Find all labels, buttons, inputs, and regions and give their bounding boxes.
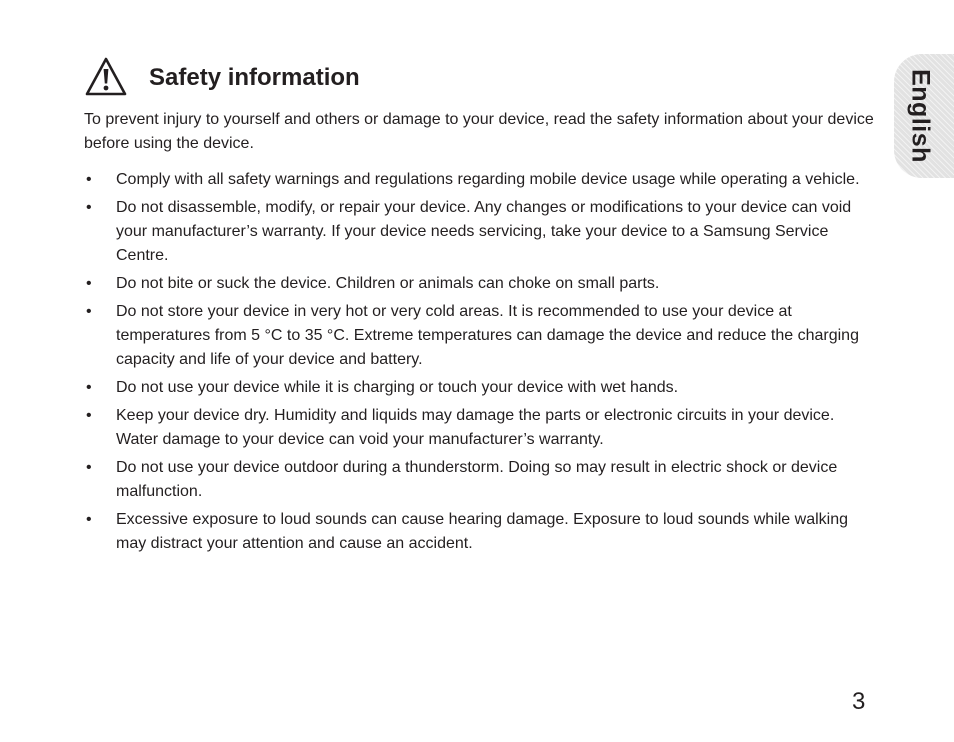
bullet-glyph: • [86, 275, 92, 292]
page-number: 3 [852, 688, 866, 715]
list-item [84, 196, 874, 268]
bullet-text: Do not use your device while it is charging or touch your device with wet hands. [116, 379, 679, 396]
bullet-text: Excessive exposure to loud sounds can cause hearing damage. Exposure to loud sounds while walking may distract your attention and cause an accident. [116, 511, 848, 552]
bullet-glyph: • [86, 171, 92, 188]
bullet-glyph: • [86, 407, 92, 424]
list-item [84, 456, 874, 504]
list-item [84, 376, 874, 400]
list-item [84, 168, 874, 192]
bullet-text: Comply with all safety warnings and regulations regarding mobile device usage while operating a vehicle. [116, 171, 860, 188]
bullet-text: Keep your device dry. Humidity and liquids may damage the parts or electronic circuits in your device. Water damage to your device can void your manufacturer’s warranty. [116, 407, 835, 448]
bullet-text: Do not use your device outdoor during a thunderstorm. Doing so may result in electric shock or device malfunction. [116, 459, 838, 500]
bullet-glyph: • [86, 199, 92, 216]
bullet-glyph: • [86, 379, 92, 396]
bullet-glyph: • [86, 511, 92, 528]
bullet-text: Do not disassemble, modify, or repair your device. Any changes or modifications to your device can void your manufacturer’s warranty. If your device needs servicing, take your device to a Samsung Service Centre. [116, 199, 852, 264]
bullet-text: Do not bite or suck the device. Children or animals can choke on small parts. [116, 275, 660, 292]
bullet-glyph: • [86, 459, 92, 476]
bullet-text: Do not store your device in very hot or very cold areas. It is recommended to use your device at temperatures from 5 °C to 35 °C. Extreme temperatures can damage the device and reduce the charging capacity and life of your device and battery. [116, 303, 859, 368]
list-item [84, 272, 874, 296]
list-item [84, 300, 874, 372]
bullet-glyph: • [86, 303, 92, 320]
warning-triangle-icon [84, 56, 128, 98]
page-title: Safety information [149, 64, 360, 91]
list-item [84, 508, 874, 556]
safety-bullet-list [84, 168, 874, 560]
list-item [84, 404, 874, 452]
language-tab-label: English [906, 69, 935, 163]
intro-paragraph: To prevent injury to yourself and others or damage to your device, read the safety information about your device before using the device. [84, 111, 874, 152]
